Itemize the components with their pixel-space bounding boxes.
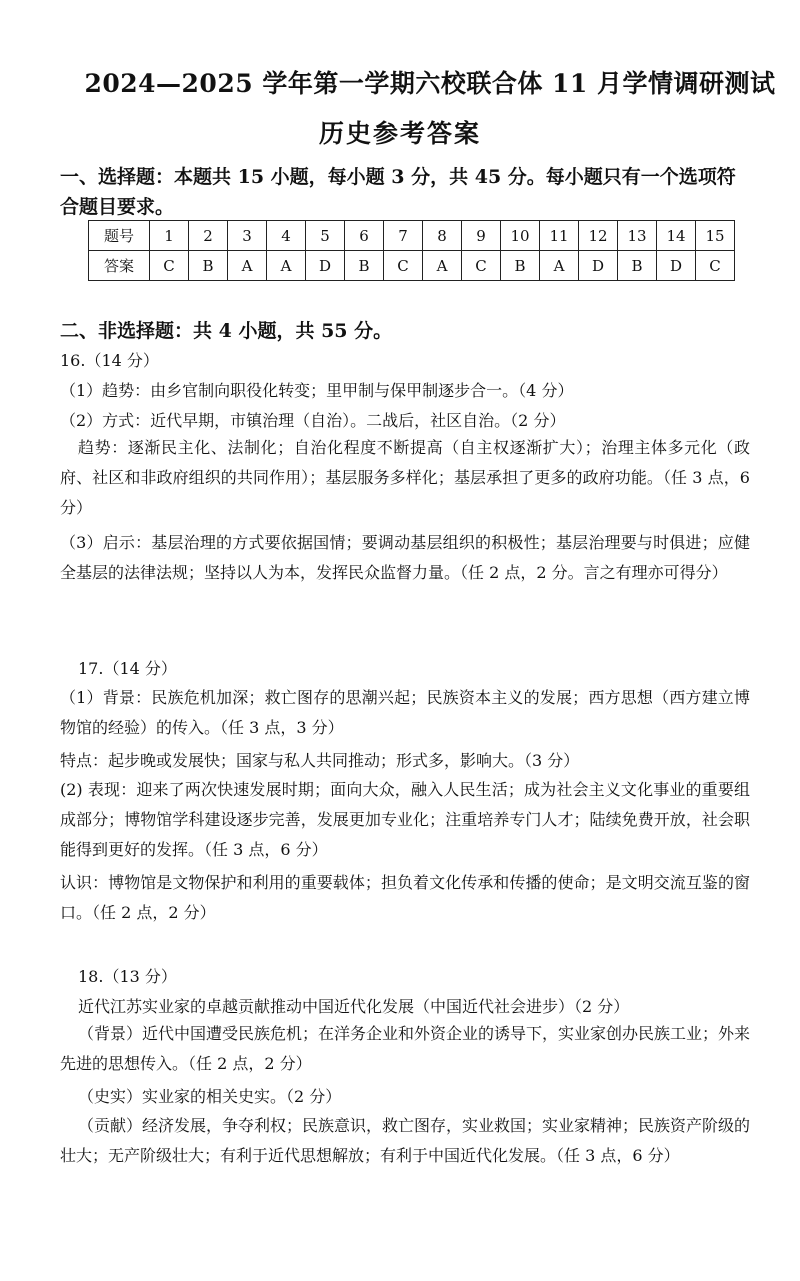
table-row-answers [89,251,735,281]
table-cell: 2 [189,221,228,251]
q17-features: 特点：起步晚或发展快；国家与私人共同推动；形式多，影响大。（3 分） [60,751,580,770]
table-cell: 9 [462,221,501,251]
section1-heading: 一、选择题：本题共 15 小题，每小题 3 分，共 45 分。每小题只有一个选项符合题目要求。 [60,166,736,218]
document-title: 2024—2025 学年第一学期六校联合体 11 月学情调研测试 [84,69,776,98]
table-cell: A [540,251,579,281]
q18-background: （背景）近代中国遭受民族危机；在洋务企业和外资企业的诱导下，实业家创办民族工业；外来先进的思想传入。（任 2 点，2 分） [60,1024,751,1073]
table-row-numbers [89,221,735,251]
q16-part2: （2）方式：近代早期，市镇治理（自治）。二战后，社区自治。（2 分） [60,411,566,430]
table-cell: D [657,251,696,281]
table-cell: 8 [423,221,462,251]
q16-title: 16.（14 分） [60,351,159,370]
table-cell: A [423,251,462,281]
table-cell: 5 [306,221,345,251]
q18-title: 18.（13 分） [78,967,177,986]
table-cell: 4 [267,221,306,251]
table-cell: 10 [501,221,540,251]
q16-part3: （3）启示：基层治理的方式要依据国情；要调动基层组织的积极性；基层治理要与时俱进；应健全基层的法律法规；坚持以人为本，发挥民众监督力量。（任 2 点，2 分。言之有理亦可得分） [60,533,750,582]
table-cell: 1 [150,221,189,251]
table-cell: C [384,251,423,281]
section2-heading: 二、非选择题：共 4 小题，共 55 分。 [60,320,393,342]
table-cell: 15 [696,221,735,251]
answer-table [88,220,735,281]
table-cell: B [189,251,228,281]
table-cell: C [696,251,735,281]
table-cell: 11 [540,221,579,251]
table-cell: D [579,251,618,281]
q16-part1: （1）趋势：由乡官制向职役化转变；里甲制与保甲制逐步合一。（4 分） [60,381,574,400]
document-subtitle: 历史参考答案 [318,119,481,148]
q18-facts: （史实）实业家的相关史实。（2 分） [78,1087,342,1106]
table-cell: 7 [384,221,423,251]
table-cell: C [462,251,501,281]
q16-part2-trend: 趋势：逐渐民主化、法制化；自治化程度不断提高（自主权逐渐扩大）；治理主体多元化（政府、社区和非政府组织的共同作用）；基层服务多样化；基层承担了更多的政府功能。（任 3 点，6 分） [60,438,750,517]
table-cell: B [345,251,384,281]
table-cell: B [501,251,540,281]
q17-understanding: 认识：博物馆是文物保护和利用的重要载体；担负着文化传承和传播的使命；是文明交流互鉴的窗口。（任 2 点，2 分） [60,873,750,922]
row-label-answer: 答案 [89,251,150,281]
q17-part2: (2) 表现：迎来了两次快速发展时期；面向大众，融入人民生活；成为社会主义文化事业的重要组成部分；博物馆学科建设逐步完善，发展更加专业化；注重培养专门人才；陆续免费开放，社会职能得到更好的发挥。（任 3 点，6 分） [60,780,750,859]
row-label-number: 题号 [89,221,150,251]
q18-contribution: （贡献）经济发展，争夺利权；民族意识，救亡图存，实业救国；实业家精神；民族资产阶级的壮大；无产阶级壮大；有利于近代思想解放；有利于中国近代化发展。（任 3 点，6 分） [60,1116,751,1165]
table-cell: 3 [228,221,267,251]
table-cell: D [306,251,345,281]
table-cell: A [228,251,267,281]
table-cell: A [267,251,306,281]
table-cell: B [618,251,657,281]
q18-thesis: 近代江苏实业家的卓越贡献推动中国近代化发展（中国近代社会进步）（2 分） [78,997,630,1016]
table-cell: 14 [657,221,696,251]
table-cell: 6 [345,221,384,251]
table-cell: 12 [579,221,618,251]
q17-part1: （1）背景：民族危机加深；救亡图存的思潮兴起；民族资本主义的发展；西方思想（西方建立博物馆的经验）的传入。（任 3 点，3 分） [60,688,750,737]
q17-title: 17.（14 分） [78,659,177,678]
table-cell: C [150,251,189,281]
table-cell: 13 [618,221,657,251]
